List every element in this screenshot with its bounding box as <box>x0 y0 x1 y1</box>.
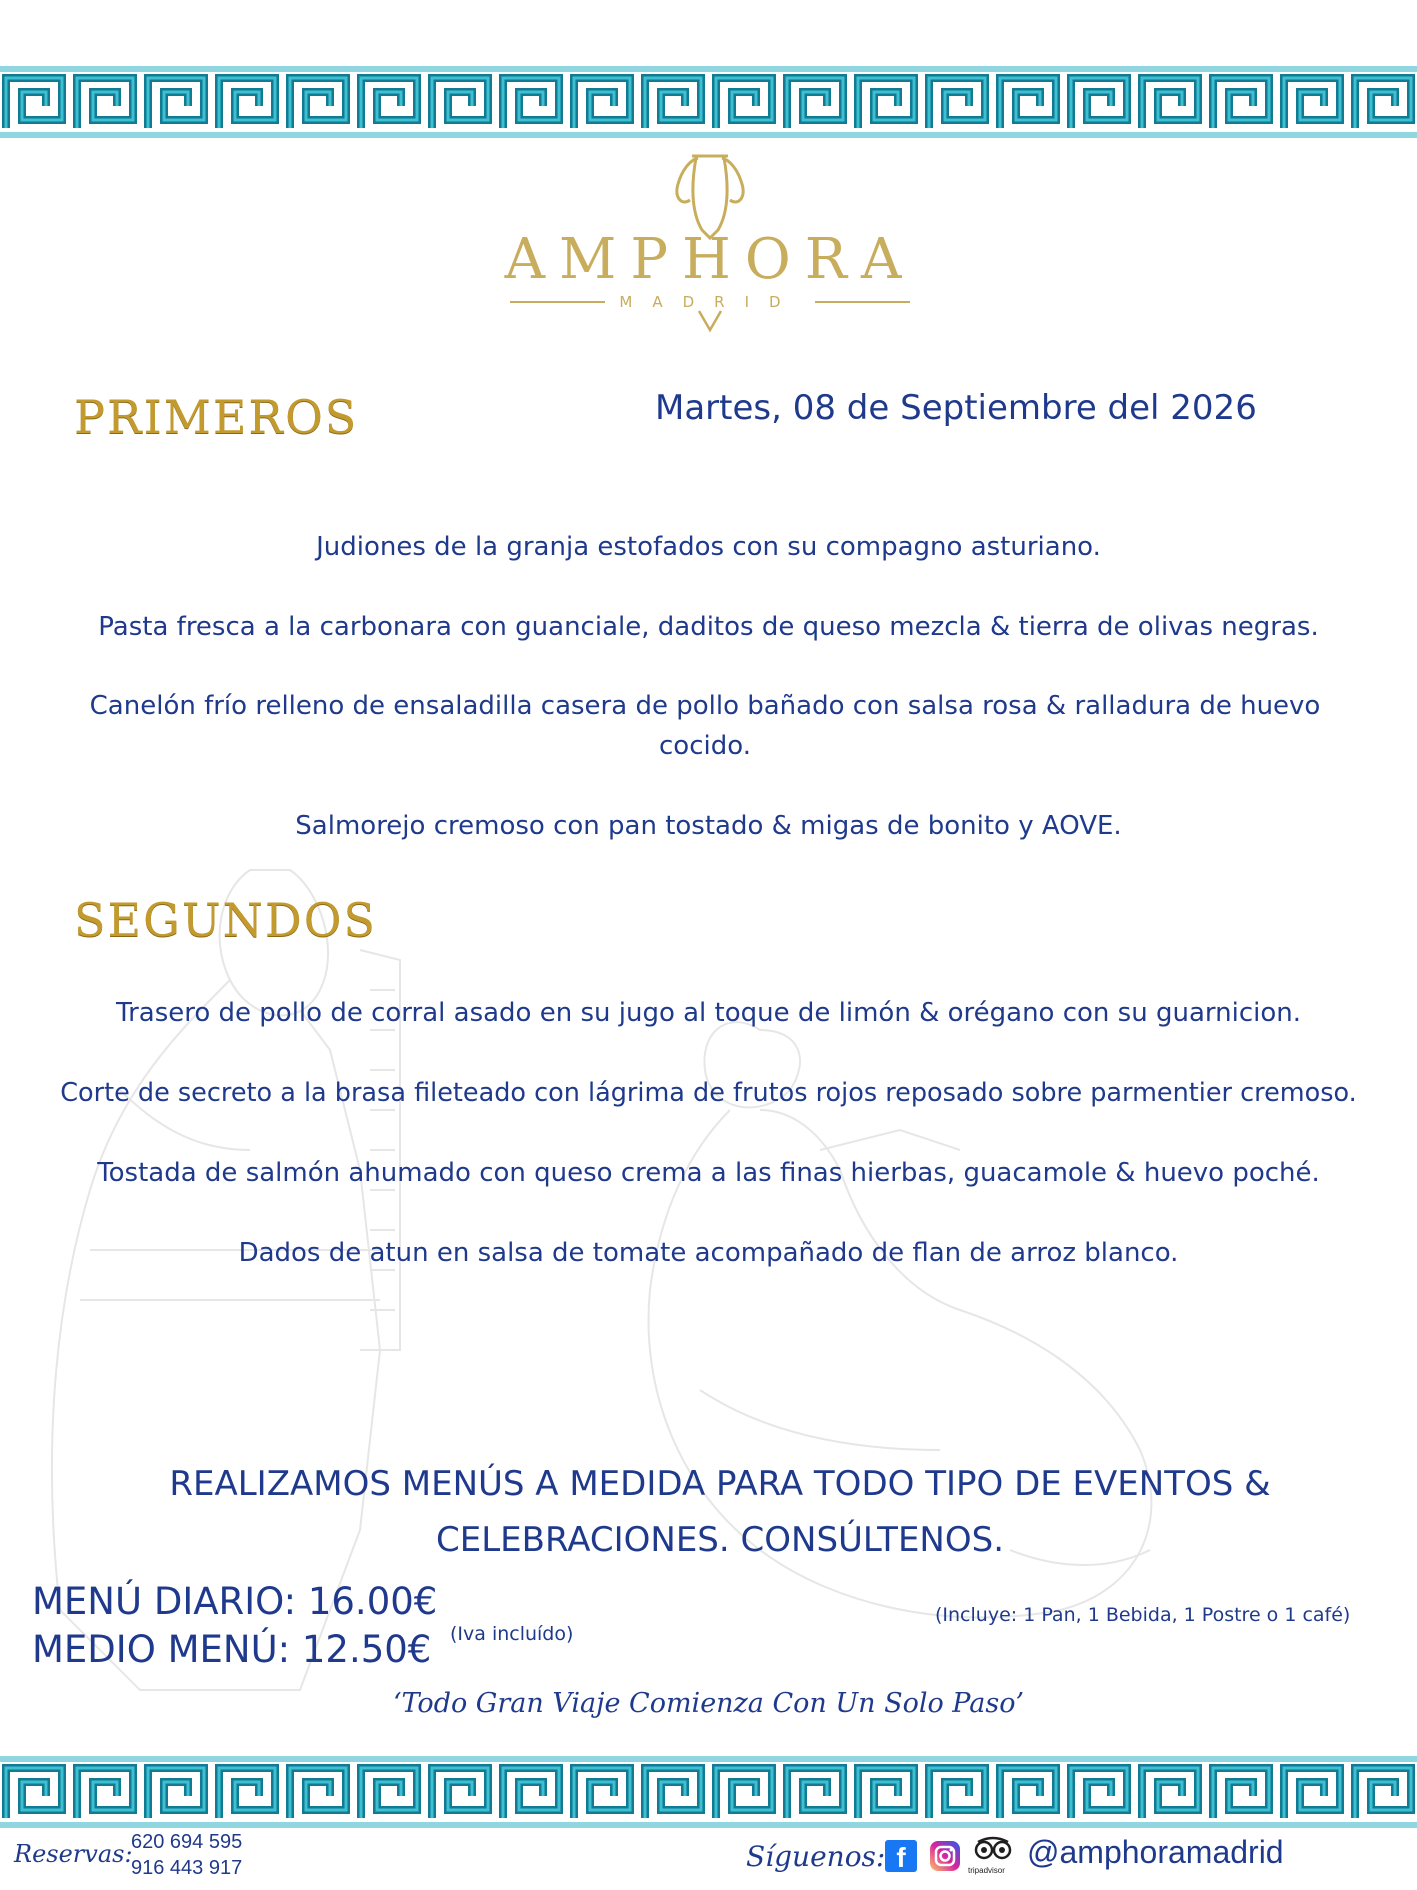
brand-name: AMPHORA <box>504 227 916 292</box>
bottom-greek-key-border <box>0 1752 1417 1832</box>
tripadvisor-label: tripadvisor <box>968 1866 1005 1875</box>
tripadvisor-icon[interactable] <box>973 1836 1013 1866</box>
primeros-dish-1: Judiones de la granja estofados con su compagno asturiano. <box>316 532 1101 562</box>
menu-date: Martes, 08 de Septiembre del 2026 <box>655 388 1257 428</box>
menu-diario-price: MENÚ DIARIO: 16.00€ <box>32 1580 438 1623</box>
facebook-glyph: f <box>896 1842 906 1873</box>
segundos-dish-1: Trasero de pollo de corral asado en su jugo al toque de limón & orégano con su guarnicion. <box>116 998 1301 1028</box>
phone-2[interactable]: 916 443 917 <box>131 1857 243 1879</box>
instagram-icon[interactable] <box>929 1840 961 1872</box>
reservas-label: Reservas: <box>14 1840 133 1868</box>
segundos-dish-3: Tostada de salmón ahumado con queso crema a las finas hierbas, guacamole & huevo poché. <box>97 1158 1320 1188</box>
amphora-logo <box>500 150 920 340</box>
includes-note: (Incluye: 1 Pan, 1 Bebida, 1 Postre o 1 café) <box>935 1604 1351 1626</box>
segundos-dish-2: Corte de secreto a la brasa fileteado con lágrima de frutos rojos reposado sobre parmentier cremoso. <box>60 1078 1357 1108</box>
phone-1[interactable]: 620 694 595 <box>131 1831 243 1853</box>
segundos-title: SEGUNDOS <box>74 893 377 947</box>
primeros-dish-4: Salmorejo cremoso con pan tostado & migas de bonito y AOVE. <box>295 811 1122 841</box>
brand-subtitle: MADRID <box>619 293 801 311</box>
primeros-title: PRIMEROS <box>74 390 359 444</box>
motto-quote: ‘Todo Gran Viaje Comienza Con Un Solo Paso’ <box>392 1688 1025 1719</box>
social-handle[interactable]: @amphoramadrid <box>1027 1834 1284 1870</box>
iva-note: (Iva incluído) <box>450 1623 574 1645</box>
top-greek-key-border <box>0 62 1417 142</box>
primeros-dish-3: Canelón frío relleno de ensaladilla casera de pollo bañado con salsa rosa & ralladura de huevo cocido. <box>89 691 1321 761</box>
siguenos-label: Síguenos: <box>746 1840 886 1873</box>
logo-chevron-icon <box>696 308 724 334</box>
facebook-icon[interactable] <box>885 1840 917 1872</box>
primeros-dish-2: Pasta fresca a la carbonara con guanciale, daditos de queso mezcla & tierra de olivas negras. <box>98 612 1319 642</box>
events-notice: REALIZAMOS MENÚS A MEDIDA PARA TODO TIPO DE EVENTOS & CELEBRACIONES. CONSÚLTENOS. <box>169 1464 1271 1560</box>
segundos-dish-4: Dados de atun en salsa de tomate acompañado de flan de arroz blanco. <box>238 1238 1179 1268</box>
medio-menu-price: MEDIO MENÚ: 12.50€ <box>32 1628 432 1671</box>
